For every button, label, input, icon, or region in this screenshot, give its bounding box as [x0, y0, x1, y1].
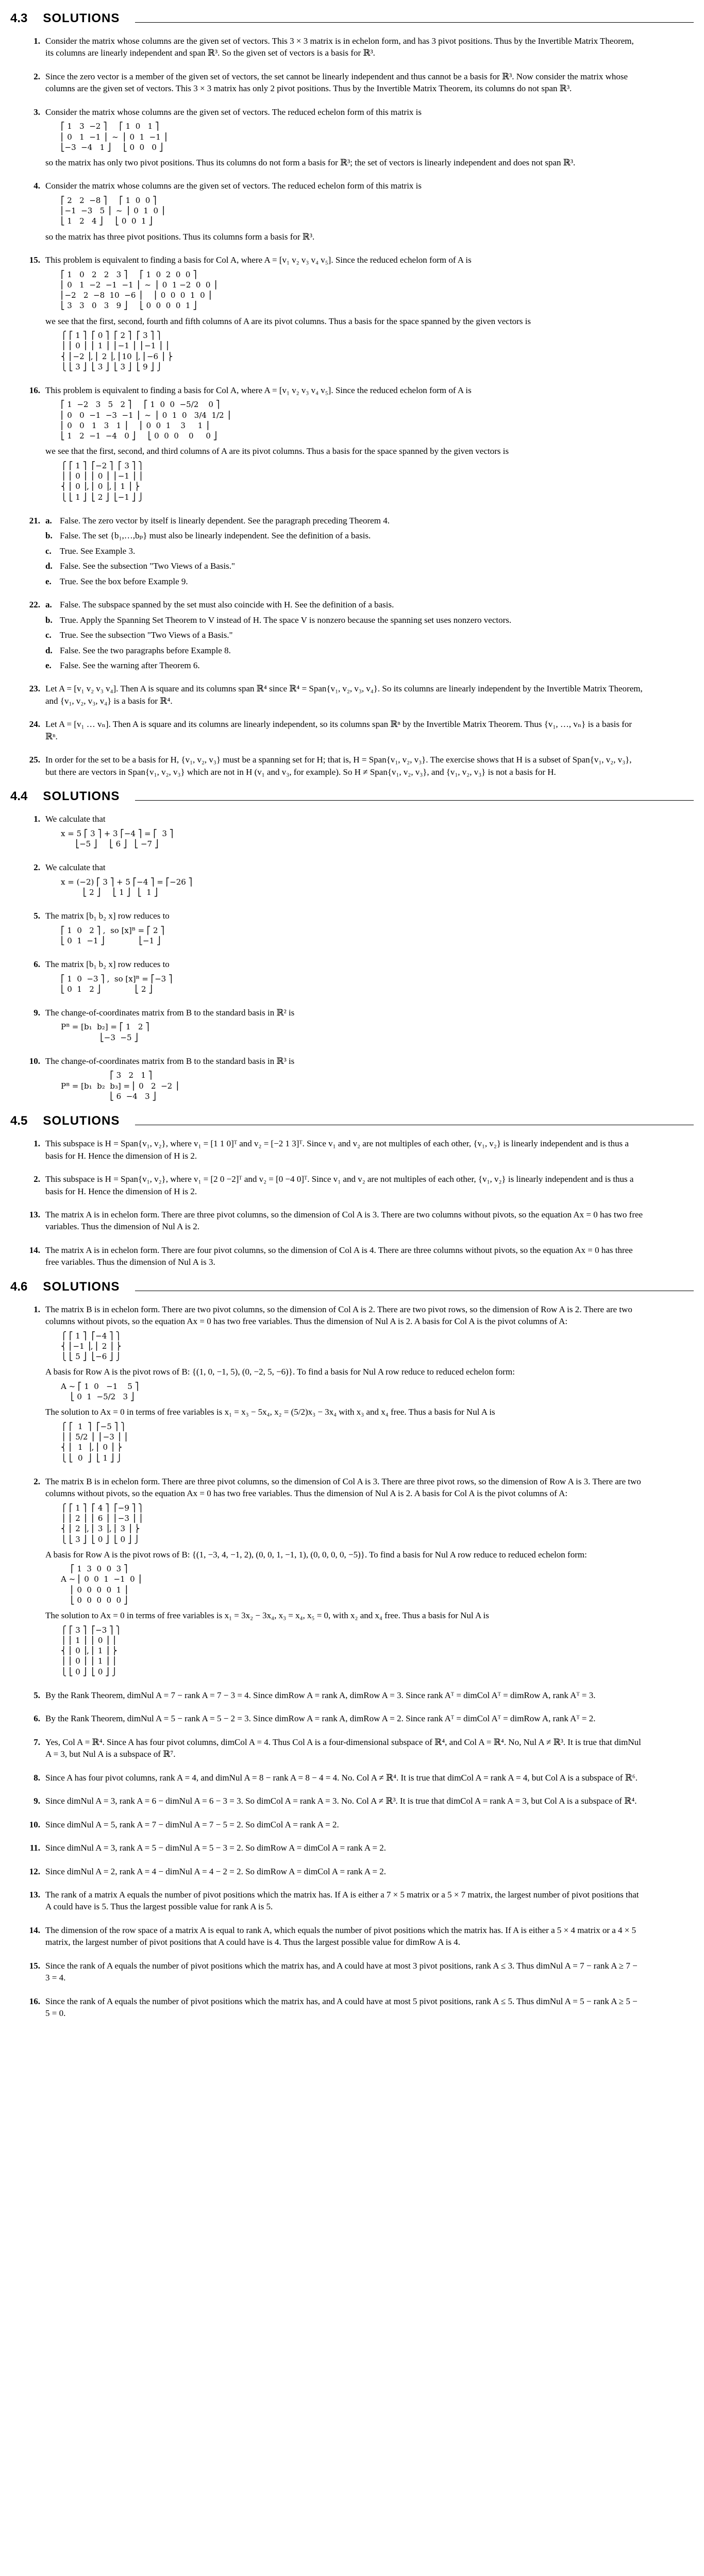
- solution-text: By the Rank Theorem, dimNul A = 7 − rank A = 7 − 3 = 4. Since dimRow A = rank A, dimRow A = 3. Since rank Aᵀ = dimCol Aᵀ = dimRow A, rank Aᵀ = 3.: [45, 1690, 596, 1700]
- problem: [10, 1842, 694, 1857]
- section-title: SOLUTIONS: [43, 1279, 120, 1294]
- sub-label: e.: [45, 576, 52, 586]
- problem: [10, 254, 694, 376]
- problem-number: 23.: [29, 684, 40, 694]
- problem-body: [45, 1795, 643, 1810]
- sub-label: b.: [45, 531, 53, 541]
- problem-body: [45, 1303, 643, 1467]
- problem-body: [45, 71, 643, 98]
- problem-number: 25.: [29, 755, 40, 765]
- problem: [10, 1772, 694, 1787]
- solution-text: so the matrix has three pivot positions. Thus its columns form a basis for ℝ³.: [45, 231, 315, 242]
- problem-body: [45, 1889, 643, 1916]
- section-heading: [10, 789, 694, 804]
- solution-text: Since dimNul A = 5, rank A = 7 − dimNul A = 7 − 5 = 2. So dimCol A = rank A = 2.: [45, 1819, 339, 1829]
- problem-number: 11.: [29, 1843, 40, 1853]
- sub-item: [45, 659, 643, 671]
- math-display: ⎧ ⎡ 1 ⎤ ⎡−5 ⎤ ⎫ ⎪ ⎢ 5/2 ⎥ ⎢−3 ⎥ ⎪ ⎨ ⎢ 1 ⎥, ⎢ 0 ⎥ ⎬ ⎩ ⎣ 0 ⎦ ⎣ 1 ⎦ ⎭: [61, 1421, 129, 1463]
- math-display: x = 5 ⎡ 3 ⎤ + 3 ⎡−4 ⎤ = ⎡ 3 ⎤ ⎣−5 ⎦ ⎣ 6 ⎦ ⎣ −7 ⎦: [61, 828, 174, 849]
- problem-number: 14.: [29, 1925, 40, 1935]
- problem-number: 13.: [29, 1889, 40, 1900]
- problem-body: [45, 1995, 643, 2023]
- math-display: ⎡ 2 2 −8 ⎤ ⎡ 1 0 0 ⎤ ⎢−1 −3 5 ⎥ ~ ⎢ 0 1 0 ⎥ ⎣ 1 2 4 ⎦ ⎣ 0 0 1 ⎦: [61, 195, 165, 226]
- problem: [10, 1138, 694, 1165]
- math-display: ⎧ ⎡ 3 ⎤ ⎡−3 ⎤ ⎫ ⎪ ⎢ 1 ⎥ ⎢ 0 ⎥ ⎪ ⎨ ⎢ 0 ⎥, ⎢ 1 ⎥ ⎬ ⎪ ⎢ 0 ⎥ ⎢ 1 ⎥ ⎪ ⎩ ⎣ 0 ⎦ ⎣ 0 ⎦ ⎭: [61, 1625, 122, 1676]
- solution-text: The matrix A is in echelon form. There are three pivot columns, so the dimension of Col A is 3. There are two columns without pivots, so the equation Ax = 0 has two free variables. Thus the dimension of Nul A is 2.: [45, 1209, 643, 1232]
- problem: [10, 1960, 694, 1987]
- solution-text: This subspace is H = Span{v₁, v₂}, where v₁ = [2 0 −2]ᵀ and v₂ = [0 −4 0]ᵀ. Since v₁ and v₂ are not multiples of each other, {v₁, v₂} is linearly independent and is thus a basis for H. Hence the dimension of H is 2.: [45, 1174, 634, 1196]
- solution-text: we see that the first, second, fourth and fifth columns of A are its pivot columns. Thus a basis for the space spanned by the given vectors is: [45, 316, 531, 326]
- math-display: ⎧ ⎡ 1 ⎤ ⎡ 0 ⎤ ⎡ 2 ⎤ ⎡ 3 ⎤ ⎫ ⎪ ⎢ 0 ⎥ ⎢ 1 ⎥ ⎢−1 ⎥ ⎢−1 ⎥ ⎪ ⎨ ⎢−2 ⎥, ⎢ 2 ⎥, ⎢10 ⎥, ⎢−6 ⎥ ⎬ ⎩ ⎣ 3 ⎦ ⎣ 3 ⎦ ⎣ 3 ⎦ ⎣ 9 ⎦ ⎭: [61, 331, 173, 371]
- sub-text: False. See the subsection "Two Views of a Basis.": [60, 561, 235, 571]
- problem: [10, 1866, 694, 1880]
- sub-label: a.: [45, 515, 52, 526]
- problem: [10, 1173, 694, 1200]
- solution-text: By the Rank Theorem, dimNul A = 5 − rank A = 5 − 2 = 3. Since dimRow A = rank A, dimRow A = 2. Since rank Aᵀ = dimCol Aᵀ = dimRow A, rank Aᵀ = 2.: [45, 1714, 596, 1724]
- section-heading: [10, 1280, 694, 1294]
- problem: [10, 1819, 694, 1834]
- problem-number: 15.: [29, 255, 40, 265]
- problem-number: 6.: [33, 959, 40, 970]
- problem-number: 14.: [29, 1245, 40, 1255]
- problem: [10, 1476, 694, 1681]
- section-title: SOLUTIONS: [43, 1114, 120, 1128]
- sub-item: [45, 614, 643, 626]
- problem-body: [45, 1924, 643, 1952]
- problem: [10, 515, 694, 590]
- problem-body: [45, 1960, 643, 1987]
- sub-text: False. See the two paragraphs before Example 8.: [60, 645, 231, 655]
- problem-body: [45, 1476, 643, 1681]
- problem-body: [45, 1736, 643, 1764]
- problem: [10, 180, 694, 246]
- problem-body: [45, 1209, 643, 1236]
- sub-text: False. See the warning after Theorem 6.: [60, 660, 200, 671]
- problem: [10, 861, 694, 902]
- section-number: 4.3: [10, 11, 28, 25]
- problem-body: [45, 1138, 643, 1165]
- solution-text: The change-of-coordinates matrix from B to the standard basis in ℝ² is: [45, 1008, 295, 1018]
- solution-text: The solution to Ax = 0 in terms of free variables is x₁ = 3x₂ − 3x₄, x₃ = x₄, x₅ = 0, with x₂ and x₄ free. Thus a basis for Nul A is: [45, 1611, 489, 1621]
- solution-text: The matrix B is in echelon form. There are two pivot columns, so the dimension of Col A is 2. There are two pivot rows, so the dimension of Row A is 2. There are two columns without pivots, so the equation Ax = 0 has two free variables. Thus the dimension of Nul A is 2. A basis for Col A is the pivot columns of A:: [45, 1304, 632, 1327]
- solution-text: Since the zero vector is a member of the given set of vectors, the set cannot be linearly independent and thus cannot be a basis for ℝ³. Now consider the matrix whose columns are the given set of vectors. This 3 × 3 matrix has only 2 pivot positions. Thus by the Invertible Matrix Theorem, its columns do not span ℝ³.: [45, 71, 628, 94]
- problem: [10, 1995, 694, 2023]
- problem: [10, 1689, 694, 1704]
- math-display: A ~ ⎡ 1 0 −1 5 ⎤ ⎣ 0 1 −5/2 3 ⎦: [61, 1381, 139, 1402]
- solution-text: The rank of a matrix A equals the number of pivot positions which the matrix has. If A is either a 7 × 5 matrix or a 5 × 7 matrix, the largest number of pivot positions that A could have is 5. Thus the largest possible value for rank A is 5.: [45, 1889, 639, 1912]
- sub-item: [45, 575, 643, 587]
- section: [10, 1114, 694, 1272]
- sub-item: [45, 629, 643, 641]
- section-heading: [10, 11, 694, 26]
- problem: [10, 1055, 694, 1106]
- sub-item: [45, 560, 643, 572]
- section-rule: [135, 22, 694, 23]
- solution-text: This subspace is H = Span{v₁, v₂}, where v₁ = [1 1 0]ᵀ and v₂ = [−2 1 3]ᵀ. Since v₁ and v₂ are not multiples of each other, {v₁, v₂} is linearly independent and is thus a basis for H. Hence the dimension of H is 2.: [45, 1139, 629, 1161]
- problem-number: 12.: [29, 1866, 40, 1876]
- solution-text: Consider the matrix whose columns are the given set of vectors. This 3 × 3 matrix is in echelon form, and has 3 pivot positions. Thus by the Invertible Matrix Theorem, its columns are linearly independent and span ℝ³. So the given set of vectors is a basis for ℝ³.: [45, 36, 634, 58]
- problem: [10, 599, 694, 674]
- solution-text: Since dimNul A = 3, rank A = 5 − dimNul A = 5 − 3 = 2. So dimRow A = dimCol A = rank A = 2.: [45, 1843, 387, 1853]
- sub-label: a.: [45, 600, 52, 610]
- problem-number: 2.: [33, 1476, 40, 1486]
- problem-number: 15.: [29, 1960, 40, 1971]
- problem-body: [45, 1173, 643, 1200]
- problem-body: [45, 180, 643, 246]
- problem-number: 22.: [29, 600, 40, 610]
- math-display: Pᴮ = [b₁ b₂] = ⎡ 1 2 ⎤ ⎣−3 −5 ⎦: [61, 1022, 149, 1042]
- solution-text: Since the rank of A equals the number of pivot positions which the matrix has, and A could have at most 3 pivot positions, rank A ≤ 3. Thus dimNul A = 7 − rank A ≥ 7 − 3 = 4.: [45, 1960, 638, 1983]
- problem: [10, 1713, 694, 1727]
- problem-body: [45, 1689, 643, 1704]
- problem-body: [45, 754, 643, 781]
- problem-body: [45, 599, 643, 674]
- math-display: ⎧ ⎡ 1 ⎤ ⎡−2 ⎤ ⎡ 3 ⎤ ⎫ ⎪ ⎢ 0 ⎥ ⎢ 0 ⎥ ⎢−1 ⎥ ⎪ ⎨ ⎢ 0 ⎥, ⎢ 0 ⎥, ⎢ 1 ⎥ ⎬ ⎩ ⎣ 1 ⎦ ⎣ 2 ⎦ ⎣−1 ⎦ ⎭: [61, 461, 144, 502]
- problem: [10, 35, 694, 62]
- problem: [10, 1244, 694, 1272]
- solution-text: We calculate that: [45, 814, 106, 824]
- problem-body: [45, 861, 643, 902]
- solution-text: so the matrix has only two pivot positions. Thus its columns do not form a basis for ℝ³; the set of vectors is linearly independent and does not span ℝ³.: [45, 158, 576, 168]
- solution-text: The dimension of the row space of a matrix A is equal to rank A, which equals the number of pivot positions which the matrix has. If A is either a 5 × 4 matrix or a 4 × 5 matrix, the largest number of pivot positions that A could have is 4. Thus the largest possible value for dimRow A is 4.: [45, 1925, 636, 1947]
- sub-text: False. The subspace spanned by the set must also coincide with H. See the definition of a basis.: [60, 600, 394, 610]
- problem-body: [45, 384, 643, 506]
- problem: [10, 813, 694, 853]
- section-heading: [10, 1114, 694, 1128]
- problem-number: 9.: [33, 1796, 40, 1806]
- problem-number: 2.: [33, 1174, 40, 1184]
- solution-text: The change-of-coordinates matrix from B to the standard basis in ℝ³ is: [45, 1056, 295, 1066]
- sub-text: False. The set {b₁,…,bₚ} must also be linearly independent. See the definition of a basis.: [60, 531, 371, 541]
- solution-text: Since the rank of A equals the number of pivot positions which the matrix has, and A could have at most 5 pivot positions, rank A ≤ 5. Thus dimNul A = 5 − rank A ≥ 5 − 5 = 0.: [45, 1996, 638, 2019]
- solution-text: The matrix B is in echelon form. There are three pivot columns, so the dimension of Col A is 3. There are three pivot rows, so the dimension of Row A is 3. There are two columns without pivots, so the equation Ax = 0 has two free variables. Thus the dimension of Nul A is 2. A basis for Col A is the pivot columns of A:: [45, 1476, 641, 1499]
- problem-body: [45, 1819, 643, 1834]
- problem-number: 5.: [33, 1690, 40, 1700]
- sub-text: False. The zero vector by itself is linearly dependent. See the paragraph preceding Theorem 4.: [60, 515, 390, 526]
- solution-text: This problem is equivalent to finding a basis for Col A, where A = [v₁ v₂ v₃ v₄ v₅]. Since the reduced echelon form of A is: [45, 385, 472, 396]
- solution-text: The matrix [b₁ b₂ x] row reduces to: [45, 911, 170, 921]
- section: [10, 1280, 694, 2023]
- solution-text: Since A has four pivot columns, rank A = 4, and dimNul A = 8 − rank A = 8 − 4 = 4. No. Col A ≠ ℝ⁴. It is true that dimCol A = rank A = 4, but Col A is a subspace of ℝ⁶.: [45, 1772, 638, 1783]
- problem-body: [45, 958, 643, 998]
- solution-text: Let A = [v₁ v₂ v₃ v₄]. Then A is square and its columns span ℝ⁴ since ℝ⁴ = Span{v₁, v₂, v₃, v₄}. So its columns are linearly independent by the Invertible Matrix Theorem, and {v₁, v₂, v₃, v₄} is a basis for ℝ⁴.: [45, 684, 643, 706]
- sub-item: [45, 530, 643, 541]
- solution-text: The solution to Ax = 0 in terms of free variables is x₁ = x₃ − 5x₄, x₂ = (5/2)x₃ − 3x₄ with x₃ and x₄ free. Thus a basis for Nul A is: [45, 1407, 495, 1417]
- problem-number: 5.: [33, 911, 40, 921]
- sub-label: d.: [45, 561, 53, 571]
- math-display: x = (−2) ⎡ 3 ⎤ + 5 ⎡−4 ⎤ = ⎡−26 ⎤ ⎣ 2 ⎦ ⎣ 1 ⎦ ⎣ 1 ⎦: [61, 877, 193, 897]
- problem-number: 24.: [29, 719, 40, 730]
- problem: [10, 1795, 694, 1810]
- sub-text: True. See the box before Example 9.: [60, 576, 188, 586]
- math-display: ⎡ 1 0 2 2 3 ⎤ ⎡ 1 0 2 0 0 ⎤ ⎢ 0 1 −2 −1 −1 ⎥ ~ ⎢ 0 1 −2 0 0 ⎥ ⎢−2 2 −8 10 −6 ⎥ ⎢ 0 0 0 1 0 ⎥ ⎣ 3 3 0 3 9 ⎦ ⎣ 0 0 0 0 1 ⎦: [61, 269, 217, 311]
- problem: [10, 1924, 694, 1952]
- problem-number: 1.: [33, 36, 40, 46]
- problem-number: 10.: [29, 1819, 40, 1829]
- sub-label: c.: [45, 630, 52, 640]
- solution-text: A basis for Row A is the pivot rows of B: {(1, 0, −1, 5), (0, −2, 5, −6)}. To find a basis for Nul A row reduce to reduced echelon form:: [45, 1367, 515, 1377]
- solution-text: Let A = [v₁ … vₙ]. Then A is square and its columns are linearly independent, so its columns span ℝⁿ by the Invertible Matrix Theorem. Thus {v₁, …, vₙ} is a basis for ℝⁿ.: [45, 719, 632, 741]
- sub-label: d.: [45, 645, 53, 655]
- solution-text: In order for the set to be a basis for H, {v₁, v₂, v₃} must be a spanning set for H; that is, H = Span{v₁, v₂, v₃}. The exercise shows that H is a subset of Span{v₁, v₂, v₃}, but there are vectors in Span{v₁, v₂, v₃} which are not in H (v₁ and v₃, for example). So H ≠ Span{v₁, v₂, v₃}, and {v₁, v₂, v₃} is not a basis for H.: [45, 755, 632, 777]
- sub-item: [45, 515, 643, 527]
- problem-body: [45, 254, 643, 376]
- problem: [10, 1209, 694, 1236]
- problem-number: 7.: [33, 1737, 40, 1747]
- solution-text: We calculate that: [45, 862, 106, 873]
- problem-body: [45, 813, 643, 853]
- problem-number: 2.: [33, 862, 40, 873]
- problem: [10, 1889, 694, 1916]
- section-title: SOLUTIONS: [43, 789, 120, 804]
- problem-body: [45, 910, 643, 950]
- solution-text: Consider the matrix whose columns are the given set of vectors. The reduced echelon form of this matrix is: [45, 107, 422, 117]
- problem: [10, 384, 694, 506]
- sub-label: c.: [45, 546, 52, 556]
- problem-body: [45, 1772, 643, 1787]
- math-display: ⎡ 1 0 −3 ⎤ , so [x]ᴮ = ⎡−3 ⎤ ⎣ 0 1 2 ⎦ ⎣ 2 ⎦: [61, 974, 173, 994]
- problem-number: 1.: [33, 1139, 40, 1149]
- problem-number: 3.: [33, 107, 40, 117]
- solution-text: we see that the first, second, and third columns of A are its pivot columns. Thus a basis for the space spanned by the given vectors is: [45, 446, 509, 456]
- sub-item: [45, 645, 643, 656]
- math-display: ⎧ ⎡ 1 ⎤ ⎡−4 ⎤ ⎫ ⎨ ⎢−1 ⎥, ⎢ 2 ⎥ ⎬ ⎩ ⎣ 5 ⎦ ⎣−6 ⎦ ⎭: [61, 1331, 122, 1362]
- problem-number: 9.: [33, 1008, 40, 1018]
- math-display: ⎡ 1 −2 3 5 2 ⎤ ⎡ 1 0 0 −5/2 0 ⎤ ⎢ 0 0 −1 −3 −1 ⎥ ~ ⎢ 0 1 0 3/4 1/2 ⎥ ⎢ 0 0 1 3 1 ⎥ ⎢ 0 0 1 3 1 ⎥ ⎣ 1 2 −1 −4 0 ⎦ ⎣ 0 0 0 0 0 ⎦: [61, 400, 230, 441]
- solution-text: Consider the matrix whose columns are the given set of vectors. The reduced echelon form of this matrix is: [45, 181, 422, 191]
- problem-body: [45, 515, 643, 590]
- section: [10, 11, 694, 781]
- solution-text: The matrix [b₁ b₂ x] row reduces to: [45, 959, 170, 970]
- section-number: 4.4: [10, 789, 28, 804]
- problem-body: [45, 106, 643, 172]
- sub-item: [45, 599, 643, 611]
- sub-text: True. Apply the Spanning Set Theorem to V instead of H. The space V is nonzero because the spanning set uses nonzero vectors.: [60, 615, 512, 625]
- sub-text: True. See Example 3.: [60, 546, 136, 556]
- problem-number: 21.: [29, 515, 40, 526]
- problem-body: [45, 718, 643, 745]
- sub-label: b.: [45, 615, 53, 625]
- problem-body: [45, 683, 643, 710]
- section-number: 4.6: [10, 1279, 28, 1294]
- problem-body: [45, 1007, 643, 1047]
- problem: [10, 106, 694, 172]
- problem-number: 1.: [33, 1304, 40, 1314]
- problem-body: [45, 1842, 643, 1857]
- solution-text: Since dimNul A = 2, rank A = 4 − dimNul A = 4 − 2 = 2. So dimRow A = dimCol A = rank A = 2.: [45, 1866, 387, 1876]
- problem: [10, 1007, 694, 1047]
- problem-number: 1.: [33, 814, 40, 824]
- problem: [10, 718, 694, 745]
- problem-body: [45, 1713, 643, 1727]
- problem: [10, 754, 694, 781]
- math-display: ⎡ 1 3 −2 ⎤ ⎡ 1 0 1 ⎤ ⎢ 0 1 −1 ⎥ ~ ⎢ 0 1 −1 ⎥ ⎣−3 −4 1 ⎦ ⎣ 0 0 0 ⎦: [61, 122, 167, 152]
- solution-text: This problem is equivalent to finding a basis for Col A, where A = [v₁ v₂ v₃ v₄ v₅]. Since the reduced echelon form of A is: [45, 255, 472, 265]
- problem: [10, 1303, 694, 1467]
- problem: [10, 1736, 694, 1764]
- section-title: SOLUTIONS: [43, 11, 120, 25]
- problem-body: [45, 1866, 643, 1880]
- problem: [10, 958, 694, 998]
- problem-number: 16.: [29, 385, 40, 396]
- math-display: ⎡ 1 0 2 ⎤ , so [x]ᴮ = ⎡ 2 ⎤ ⎣ 0 1 −1 ⎦ ⎣−1 ⎦: [61, 925, 164, 945]
- sub-text: True. See the subsection "Two Views of a Basis.": [60, 630, 233, 640]
- problem-number: 4.: [33, 181, 40, 191]
- section-number: 4.5: [10, 1114, 28, 1128]
- problem-number: 16.: [29, 1996, 40, 2006]
- problem: [10, 910, 694, 950]
- problem-number: 6.: [33, 1714, 40, 1724]
- math-display: ⎡ 3 2 1 ⎤ Pᴮ = [b₁ b₂ b₃] = ⎢ 0 2 −2 ⎥ ⎣ 6 −4 3 ⎦: [61, 1071, 179, 1101]
- problem-number: 8.: [33, 1772, 40, 1783]
- solution-text: A basis for Row A is the pivot rows of B: {(1, −3, 4, −1, 2), (0, 0, 1, −1, 1), (0, 0, 0, 0, −5)}. To find a basis for Nul A row reduce to reduced echelon form:: [45, 1549, 587, 1560]
- problem-body: [45, 1244, 643, 1272]
- math-display: ⎡ 1 3 0 0 3 ⎤ A ~ ⎢ 0 0 1 −1 0 ⎥ ⎢ 0 0 0 0 1 ⎥ ⎣ 0 0 0 0 0 ⎦: [61, 1564, 141, 1605]
- section-rule: [135, 800, 694, 801]
- problem-number: 2.: [33, 71, 40, 81]
- problem-number: 10.: [29, 1056, 40, 1066]
- math-display: ⎧ ⎡ 1 ⎤ ⎡ 4 ⎤ ⎡−9 ⎤ ⎫ ⎪ ⎢ 2 ⎥ ⎢ 6 ⎥ ⎢−3 ⎥ ⎪ ⎨ ⎢ 2 ⎥, ⎢ 3 ⎥, ⎢ 3 ⎥ ⎬ ⎩ ⎣ 3 ⎦ ⎣ 0 ⎦ ⎣ 0 ⎦ ⎭: [61, 1503, 144, 1544]
- solution-text: The matrix A is in echelon form. There are four pivot columns, so the dimension of Col A is 4. There are three columns without pivots, so the equation Ax = 0 has three free variables. Thus the dimension of Nul A is 3.: [45, 1245, 633, 1267]
- solution-text: Yes, Col A = ℝ⁴. Since A has four pivot columns, dimCol A = 4. Thus Col A is a four-dimensional subspace of ℝ⁴, and Col A = ℝ⁴. No, Nul A ≠ ℝ³. It is true that dimNul A = 3, but Nul A is a subspace of ℝ⁷.: [45, 1737, 641, 1759]
- problem: [10, 71, 694, 98]
- problem-body: [45, 35, 643, 62]
- problem-number: 13.: [29, 1209, 40, 1219]
- solution-text: Since dimNul A = 3, rank A = 6 − dimNul A = 6 − 3 = 3. So dimCol A = rank A = 3. No. Col A ≠ ℝ³. It is true that dimCol A = rank A = 3, but Col A is a subspace of ℝ⁴.: [45, 1796, 637, 1806]
- section: [10, 789, 694, 1106]
- sub-label: e.: [45, 660, 52, 671]
- problem-body: [45, 1055, 643, 1106]
- problem: [10, 683, 694, 710]
- sub-item: [45, 545, 643, 557]
